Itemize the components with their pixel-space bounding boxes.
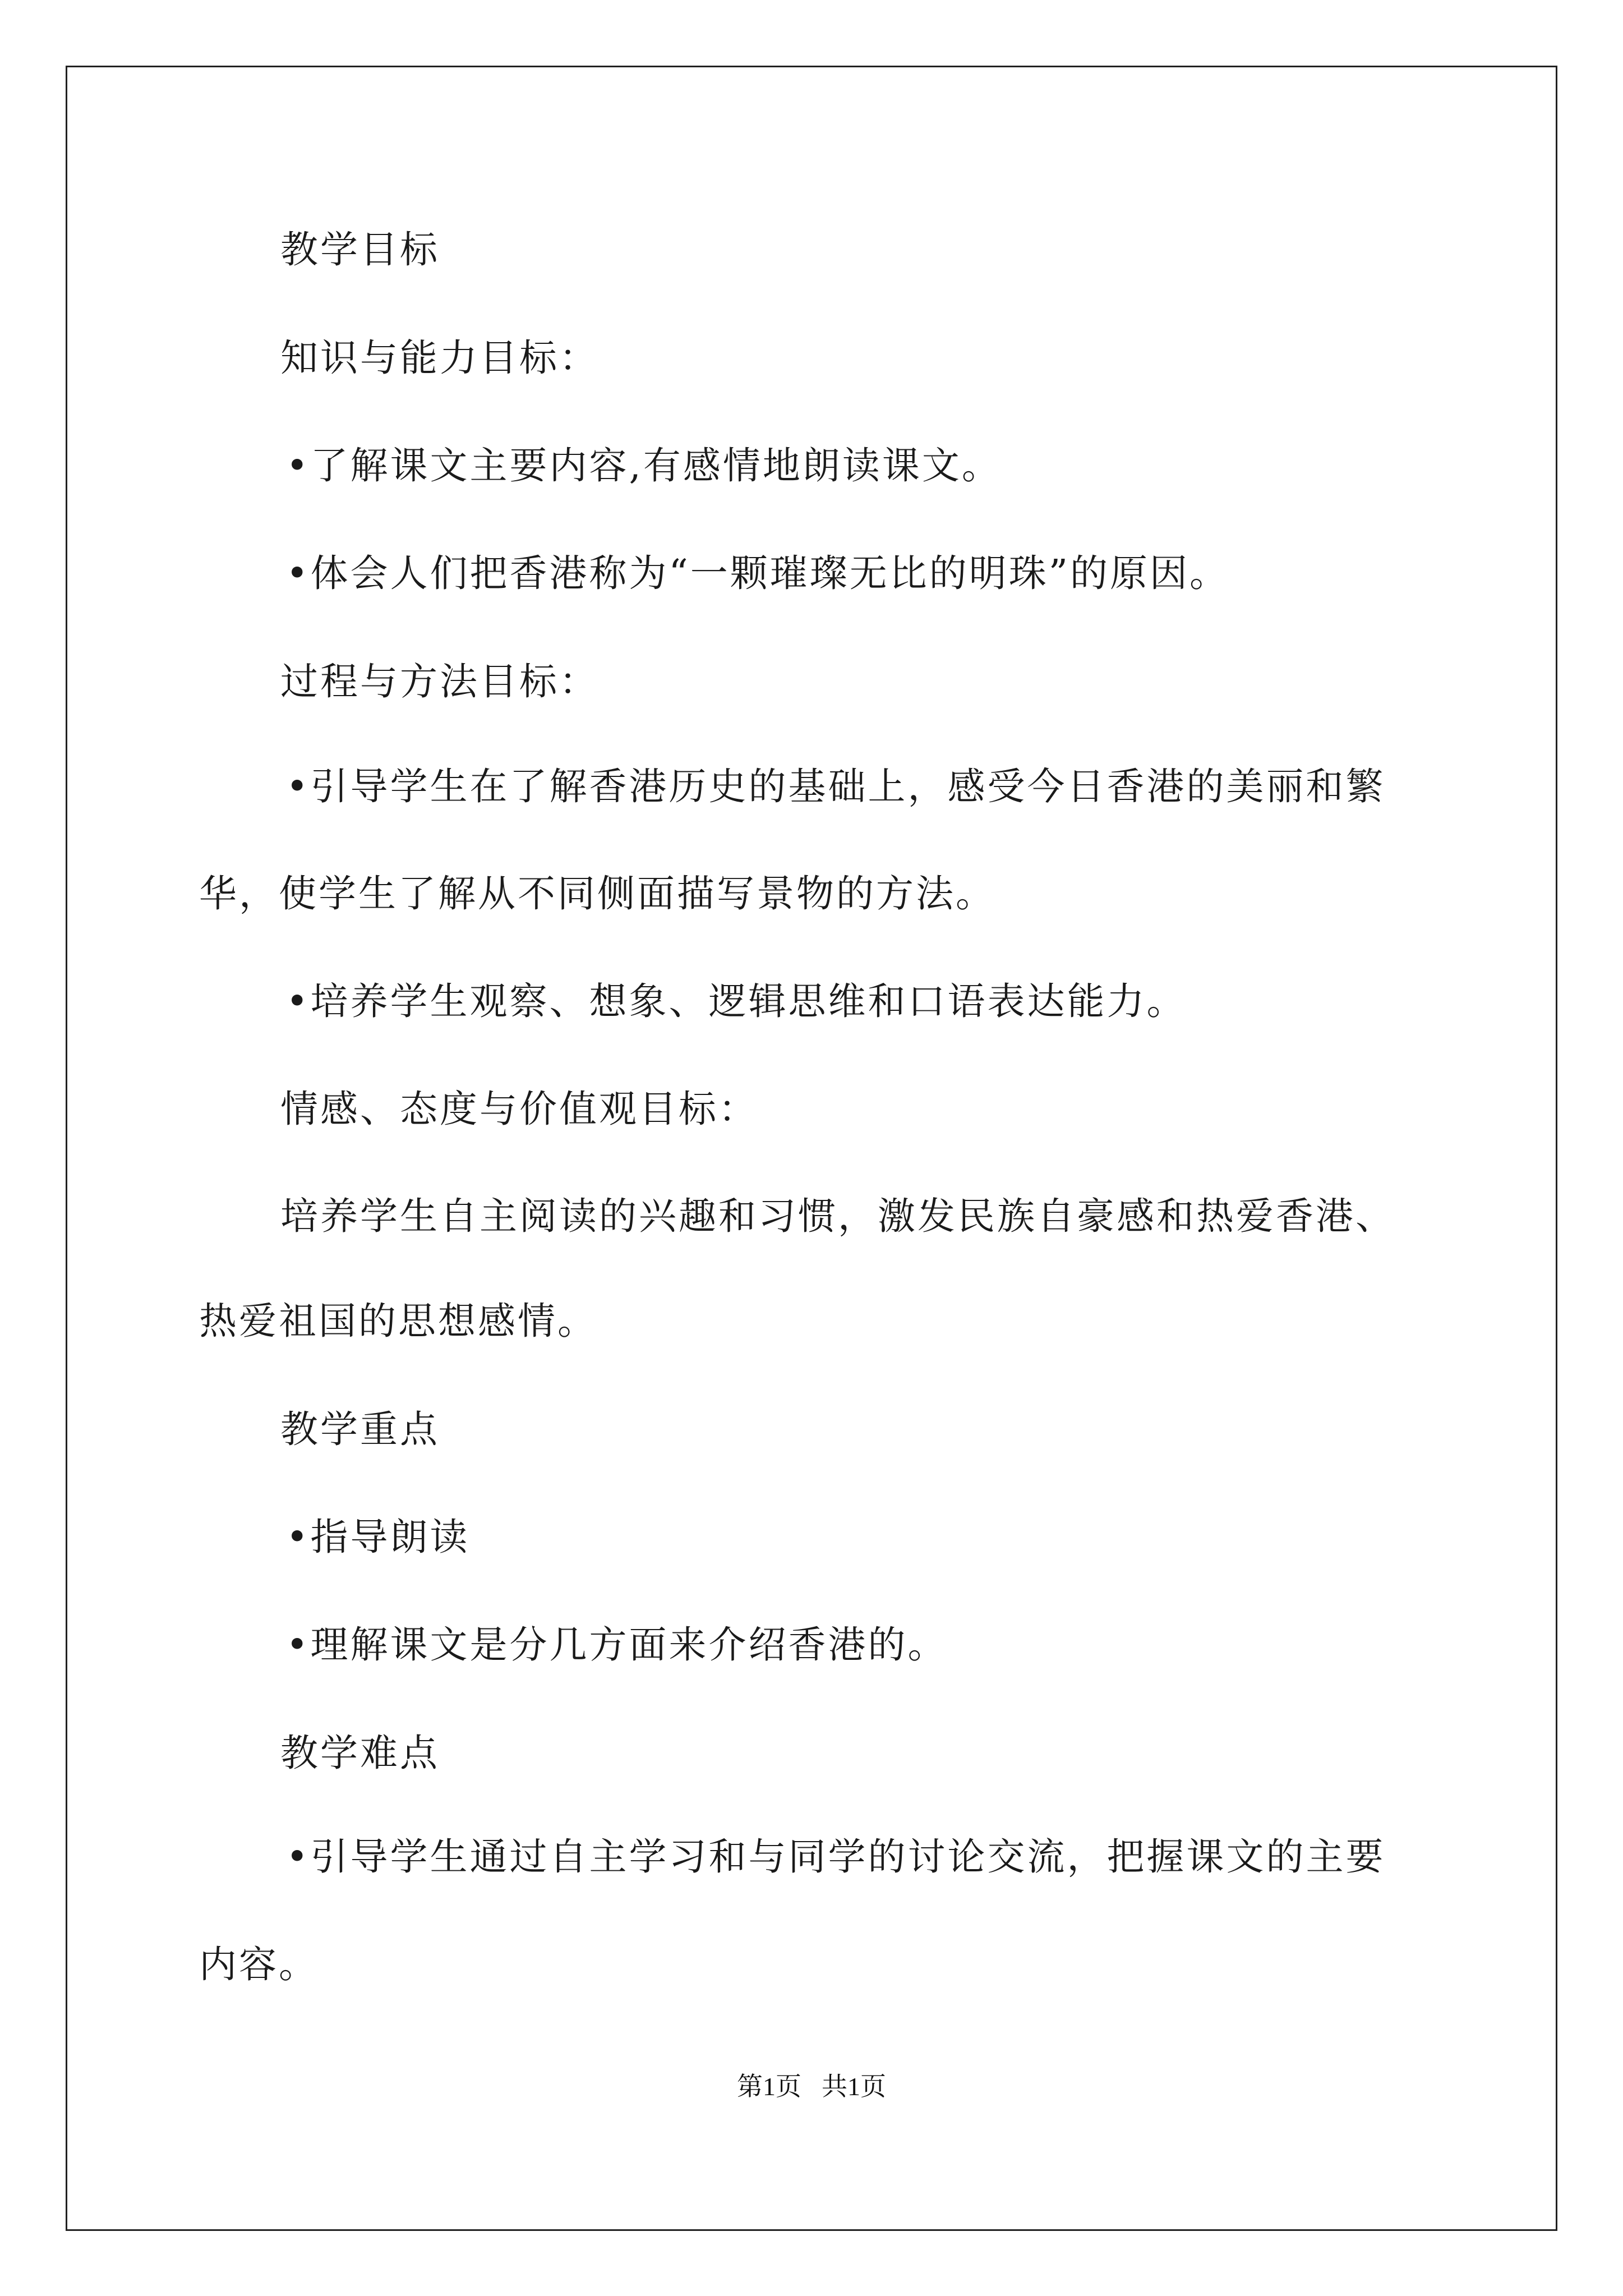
bullet-continuation: 内容。 — [199, 1943, 319, 1986]
page-border — [66, 66, 1557, 2231]
subheading-process-method: 过程与方法目标： — [280, 660, 599, 703]
heading-teaching-difficulty: 教学难点 — [280, 1731, 440, 1775]
subheading-emotion-attitude: 情感、态度与价值观目标： — [280, 1087, 758, 1131]
subheading-knowledge-ability: 知识与能力目标： — [280, 336, 599, 380]
bullet-item: •指导朗读 — [286, 1515, 470, 1559]
page-footer — [0, 2070, 1623, 2104]
paragraph-continuation: 热爱祖国的思想感情。 — [199, 1299, 597, 1343]
page-number: 第1页 — [737, 2072, 801, 2101]
bullet-item: •体会人们把香港称为“一颗璀璨无比的明珠”的原因。 — [286, 551, 1230, 595]
bullet-continuation: 华，使学生了解从不同侧面描写景物的方法。 — [199, 872, 995, 915]
page-total: 共1页 — [822, 2072, 886, 2101]
bullet-item: •引导学生通过自主学习和与同学的讨论交流，把握课文的主要 — [286, 1835, 1386, 1879]
heading-teaching-goals: 教学目标 — [280, 228, 440, 272]
paragraph-line: 培养学生自主阅读的兴趣和习惯，激发民族自豪感和热爱香港、 — [280, 1194, 1395, 1238]
heading-teaching-focus: 教学重点 — [280, 1407, 440, 1451]
bullet-item: •了解课文主要内容,有感情地朗读课文。 — [286, 444, 1002, 487]
bullet-item: •培养学生观察、想象、逻辑思维和口语表达能力。 — [286, 979, 1187, 1023]
bullet-item: •理解课文是分几方面来介绍香港的。 — [286, 1623, 948, 1667]
bullet-item: •引导学生在了解香港历史的基础上，感受今日香港的美丽和繁 — [286, 765, 1386, 808]
